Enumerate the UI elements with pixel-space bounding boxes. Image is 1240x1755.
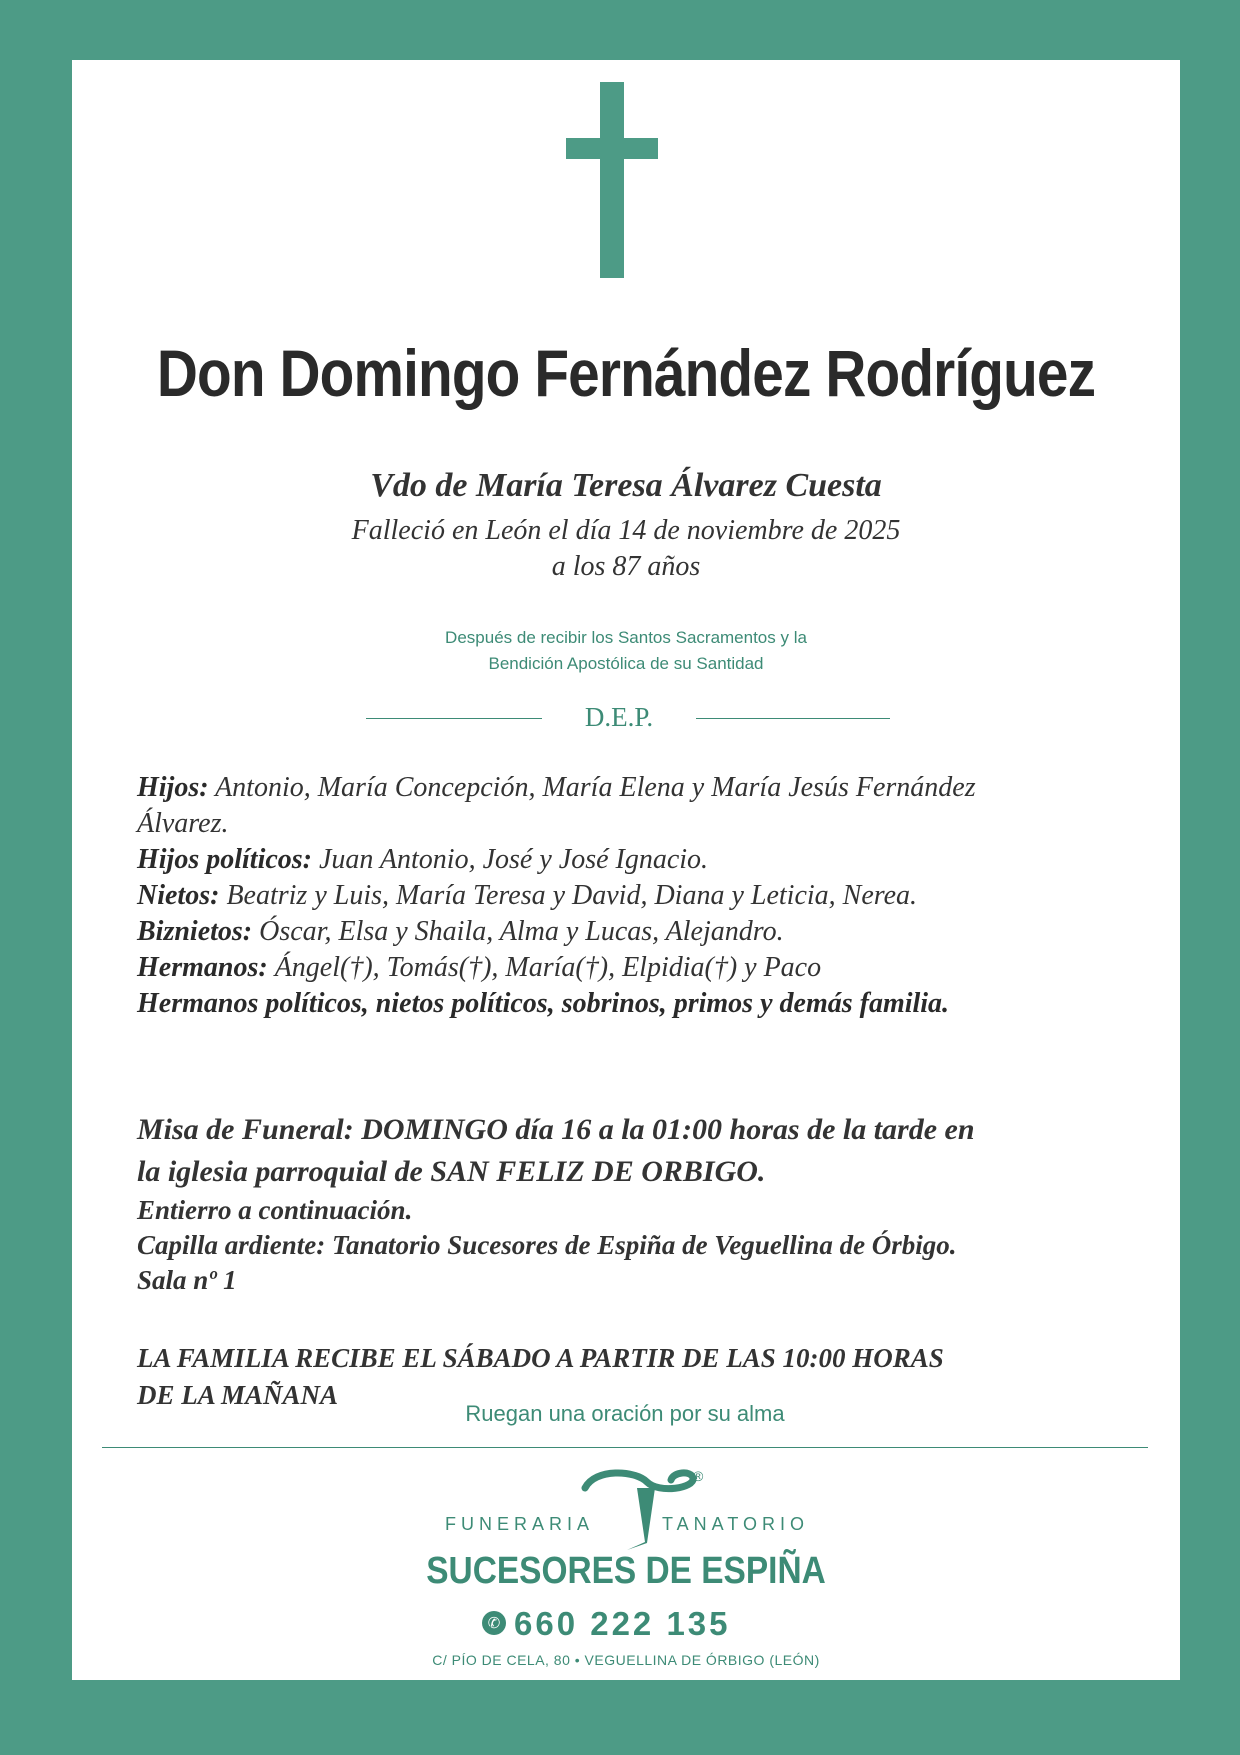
sacraments-line-1: Después de recibir los Santos Sacramentos y la (445, 628, 807, 647)
politicos-label: Hijos políticos: (137, 844, 312, 875)
funeral-home-address: C/ PÍO DE CELA, 80 • VEGUELLINA DE ÓRBIGO (LEÓN) (432, 1652, 820, 1668)
burial-text: Entierro a continuación. (137, 1195, 413, 1225)
phone-row (482, 1605, 782, 1645)
nietos-value: Beatriz y Luis, María Teresa y David, Diana y Leticia, Nerea. (226, 880, 918, 911)
hijos-value: Antonio, María Concepción, María Elena y María Jesús Fernández (215, 772, 976, 803)
deceased-name: Don Domingo Fernández Rodríguez (156, 336, 1096, 410)
family-nietos (137, 878, 1127, 914)
family-hijos (137, 770, 1127, 806)
dep-right-rule (696, 718, 890, 719)
hijos-label: Hijos: (137, 772, 209, 803)
biznietos-value: Óscar, Elsa y Shaila, Alma y Lucas, Alejandro. (259, 916, 784, 947)
room-text: Sala nº 1 (137, 1265, 237, 1295)
dep-text: D.E.P. (584, 702, 654, 732)
tanatorio-label: TANATORIO (662, 1514, 810, 1534)
widower-of: Vdo de María Teresa Álvarez Cuesta (370, 467, 882, 504)
death-info: Falleció en León el día 14 de noviembre de 2025 (351, 515, 901, 546)
hermanos-label: Hermanos: (137, 952, 268, 983)
biznietos-label: Biznietos: (137, 916, 253, 947)
cross-icon (566, 82, 658, 278)
sacraments-line-2: Bendición Apostólica de su Santidad (488, 654, 764, 673)
funeraria-label: FUNERARIA (445, 1514, 595, 1534)
mass-line-1: Misa de Funeral: DOMINGO día 16 a la 01:00 horas de la tarde en (137, 1113, 975, 1146)
mass-line-2: la iglesia parroquial de SAN FELIZ DE ORBIGO. (137, 1155, 766, 1188)
family-list (137, 770, 1127, 1022)
politicos-value: Juan Antonio, José y José Ignacio. (319, 844, 709, 875)
prayer-request: Ruegan una oración por su alma (465, 1401, 785, 1426)
hermanos-value: Ángel(†), Tomás(†), María(†), Elpidia(†) y Paco (274, 952, 822, 983)
registered-mark: ® (693, 1468, 704, 1484)
chapel-text: Capilla ardiente: Tanatorio Sucesores de Espiña de Veguellina de Órbigo. (137, 1230, 957, 1260)
funeral-home-name: SUCESORES DE ESPIÑA (426, 1550, 826, 1592)
footer-divider (102, 1447, 1148, 1448)
hijos-value-cont: Álvarez. (137, 808, 229, 839)
family-hijos-politicos (137, 842, 1127, 878)
family-biznietos (137, 914, 1127, 950)
phone-number: 660 222 135 (514, 1605, 731, 1642)
receives-line-1: LA FAMILIA RECIBE EL SÁBADO A PARTIR DE LAS 10:00 HORAS (137, 1343, 944, 1373)
family-others (137, 986, 1127, 1022)
others-text: Hermanos políticos, nietos políticos, sobrinos, primos y demás familia. (137, 988, 950, 1019)
service-info (137, 1109, 1137, 1298)
nietos-label: Nietos: (137, 880, 220, 911)
receives-line-2: DE LA MAÑANA (137, 1380, 339, 1410)
dep-row (366, 702, 890, 732)
sacraments-text (72, 625, 1180, 677)
age-info: a los 87 años (551, 551, 701, 582)
dep-left-rule (366, 718, 542, 719)
family-hermanos (137, 950, 1127, 986)
phone-icon: ✆ (482, 1611, 506, 1635)
